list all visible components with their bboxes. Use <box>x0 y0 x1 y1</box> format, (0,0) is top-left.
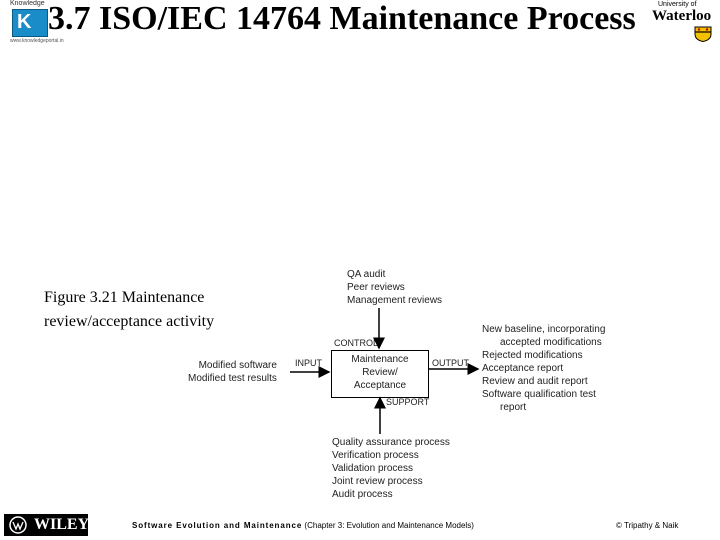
logo-top-text: Knowledge <box>10 0 45 7</box>
footer-course-title: Software Evolution and Maintenance <box>132 521 303 530</box>
box-line: Acceptance <box>353 380 407 391</box>
output-item: report <box>500 402 527 413</box>
support-item: Joint review process <box>332 476 423 487</box>
footer-authors: © Tripathy & Naik <box>616 521 679 530</box>
input-label: INPUT <box>295 358 322 368</box>
page-title: 3.7 ISO/IEC 14764 Maintenance Process <box>48 0 636 37</box>
support-item: Quality assurance process <box>332 437 450 448</box>
output-label: OUTPUT <box>432 358 469 368</box>
control-label: CONTROL <box>334 338 379 348</box>
wiley-emblem-icon <box>8 516 28 534</box>
output-item: Review and audit report <box>482 376 588 387</box>
support-item: Verification process <box>332 450 419 461</box>
wiley-logo <box>4 514 88 536</box>
caption-line2: review/acceptance activity <box>44 313 215 330</box>
output-item: Rejected modifications <box>482 350 583 361</box>
support-item: Audit process <box>332 489 393 500</box>
logo-letter: K <box>17 11 32 33</box>
output-item: Software qualification test <box>482 389 596 400</box>
input-item: Modified software <box>198 360 277 371</box>
support-label: SUPPORT <box>386 397 430 407</box>
box-line: Maintenance <box>351 354 409 365</box>
output-item: Acceptance report <box>482 363 564 374</box>
control-item: Management reviews <box>347 295 443 306</box>
box-line: Review/ <box>362 367 398 378</box>
output-item: New baseline, incorporating <box>482 324 606 335</box>
input-item: Modified test results <box>188 373 277 384</box>
logo-line2: Waterloo <box>652 8 712 24</box>
logo-line1: University of <box>658 1 697 8</box>
footer-course-chapter: (Chapter 3: Evolution and Maintenance Models) <box>304 521 474 530</box>
output-item: accepted modifications <box>500 337 602 348</box>
caption-line1: Figure 3.21 Maintenance <box>44 289 205 306</box>
footer-course <box>132 521 474 530</box>
control-item: QA audit <box>347 269 386 280</box>
wiley-text: WILEY <box>34 516 90 533</box>
control-item: Peer reviews <box>347 282 405 293</box>
logo-bottom-text: www.knowledgeportal.in <box>10 38 64 44</box>
support-item: Validation process <box>332 463 413 474</box>
